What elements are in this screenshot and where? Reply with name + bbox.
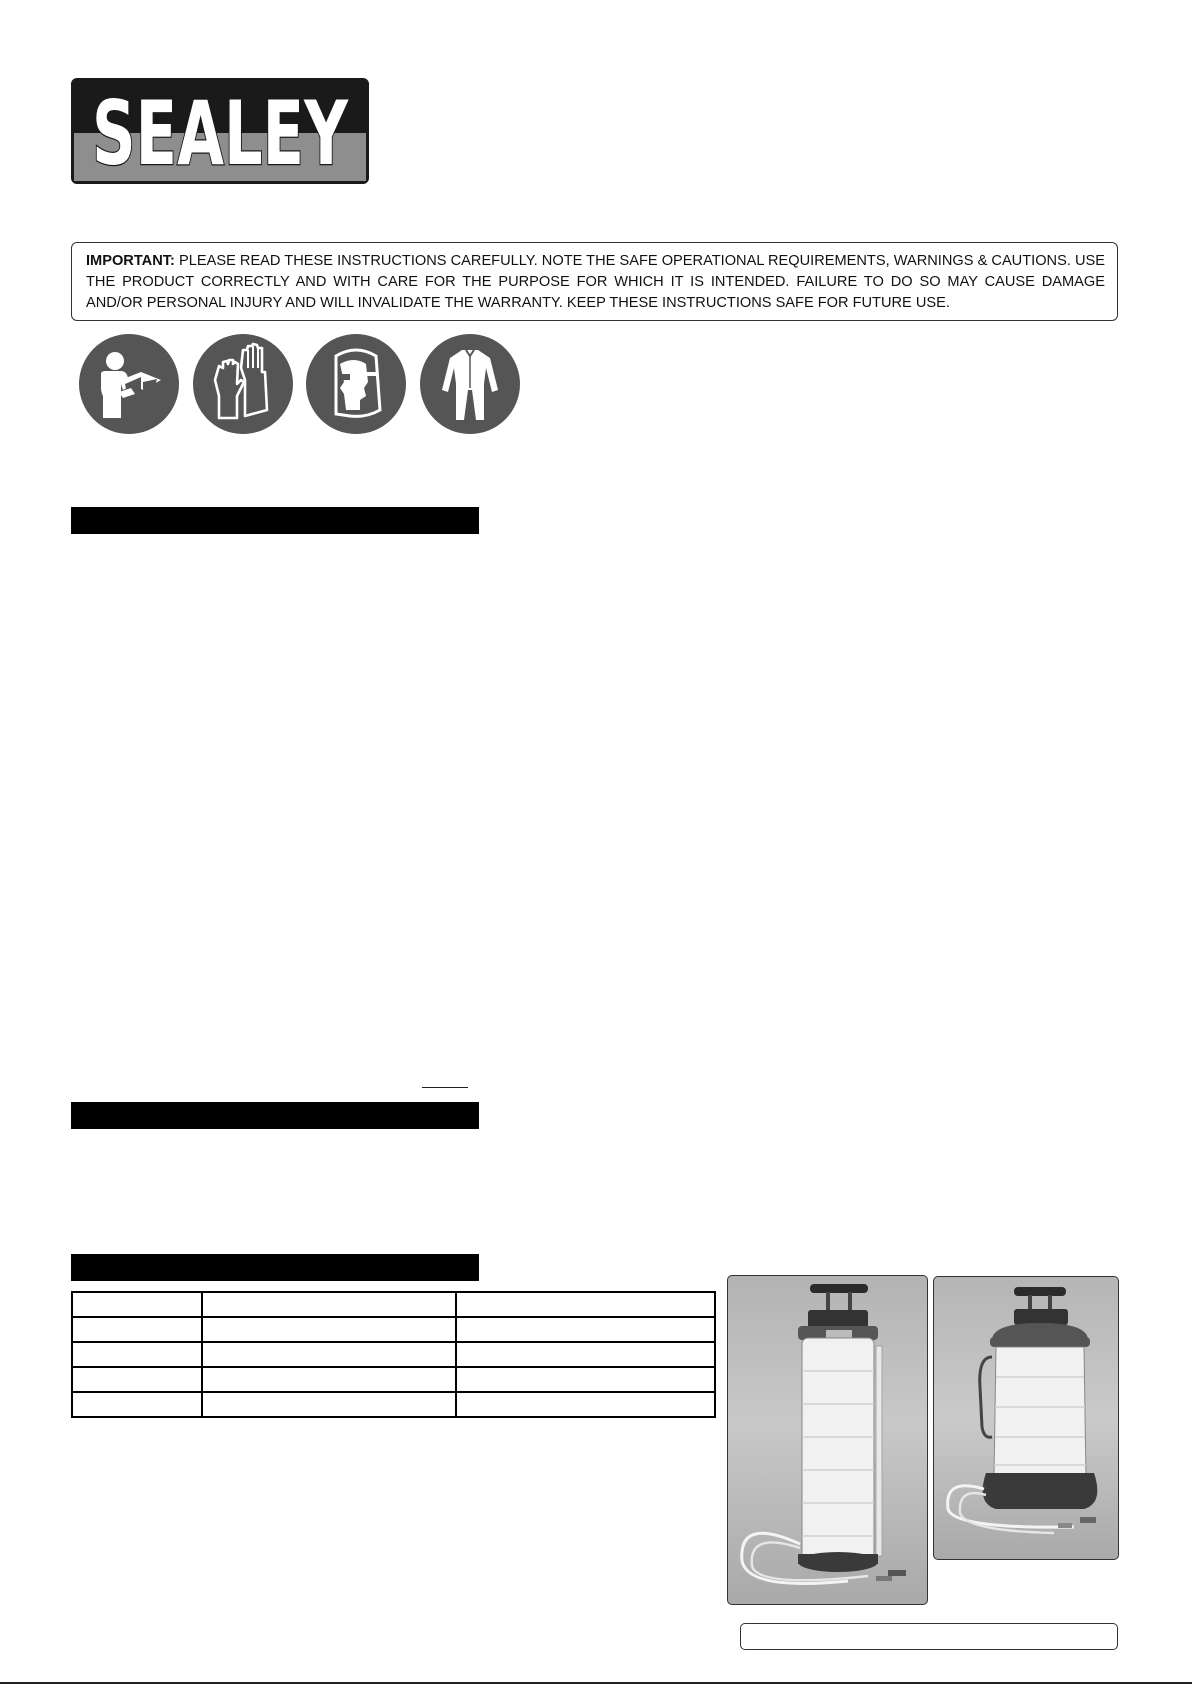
important-text: PLEASE READ THESE INSTRUCTIONS CAREFULLY. NOTE THE SAFE OPERATIONAL REQUIREMENTS, WARNINGS & CAUTIONS. USE THE PRODUCT CORRECTLY AND WITH CARE FOR THE PURPOSE FOR WHICH IT IS INTENDED. FAILURE TO DO SO MAY CAUSE DAMAGE AND/OR PERSONAL INJURY AND WILL INVALIDATE THE WARRANTY. KEEP THESE INSTRUCTIONS SAFE FOR FUTURE USE.	[86, 253, 1105, 311]
table-cell	[72, 1342, 202, 1367]
table-cell	[202, 1317, 456, 1342]
table-cell	[456, 1317, 715, 1342]
svg-text:SEALEY: SEALEY	[92, 82, 349, 185]
table-cell	[202, 1392, 456, 1417]
table-cell	[72, 1392, 202, 1417]
table-cell	[72, 1317, 202, 1342]
table-cell	[202, 1342, 456, 1367]
table-cell	[202, 1292, 456, 1317]
face-shield-icon	[306, 334, 406, 434]
table-row	[72, 1392, 715, 1417]
important-notice	[71, 242, 1118, 321]
specification-table	[71, 1291, 716, 1418]
section-heading-bar-1	[71, 507, 479, 534]
table-cell	[456, 1367, 715, 1392]
overalls-icon	[420, 334, 520, 434]
image-caption-box	[740, 1623, 1118, 1650]
section-heading-bar-2	[71, 1102, 479, 1129]
table-cell	[456, 1342, 715, 1367]
footer-rule	[0, 1682, 1192, 1684]
table-cell	[456, 1392, 715, 1417]
table-row	[72, 1367, 715, 1392]
table-cell	[72, 1292, 202, 1317]
important-label: IMPORTANT:	[86, 253, 175, 269]
read-manual-icon	[79, 334, 179, 434]
section-heading-bar-3	[71, 1254, 479, 1281]
table-row	[72, 1292, 715, 1317]
sealey-logo	[71, 78, 369, 184]
table-row	[72, 1342, 715, 1367]
short-rule	[422, 1087, 468, 1088]
gloves-icon	[193, 334, 293, 434]
table-row	[72, 1317, 715, 1342]
product-image-tall-extractor	[727, 1275, 928, 1605]
table-cell	[72, 1367, 202, 1392]
product-image-short-extractor	[933, 1276, 1119, 1560]
table-cell	[456, 1292, 715, 1317]
table-cell	[202, 1367, 456, 1392]
